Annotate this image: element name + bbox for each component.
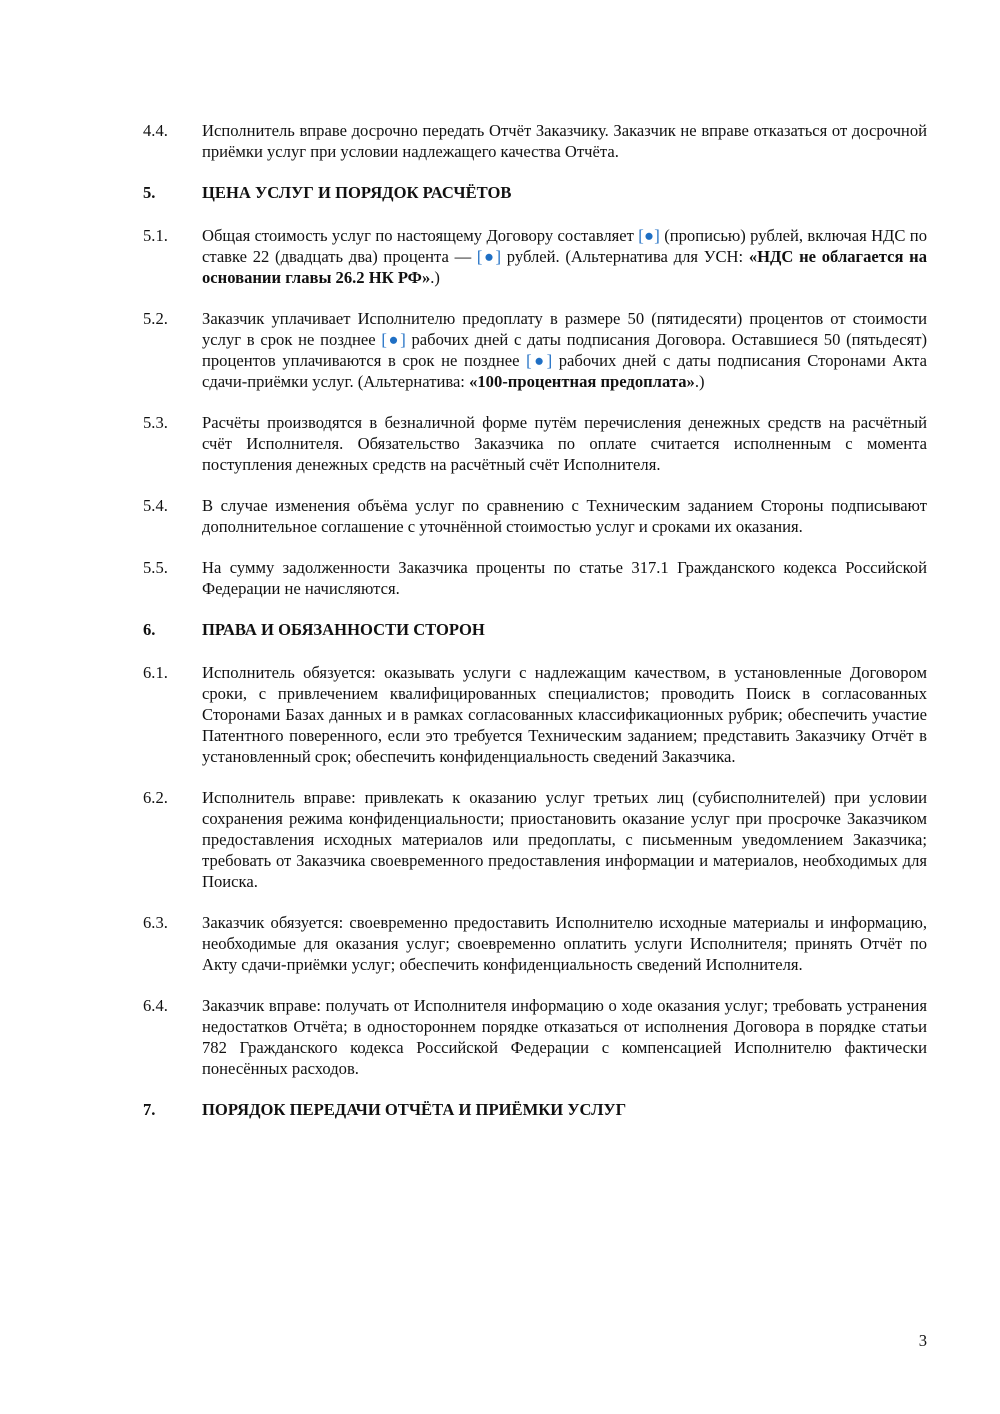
placeholder-marker: [●] — [526, 351, 553, 370]
placeholder-marker: [●] — [381, 330, 406, 349]
clause-text: В случае изменения объёма услуг по сравнению с Техническим заданием Стороны подписывают дополнительное соглашение с уточнённой стоимостью услуг и сроками их оказания. — [202, 496, 927, 536]
section-5-heading — [143, 182, 927, 203]
bold-alternative: «100-процентная предоплата» — [469, 372, 695, 391]
section-title: ПРАВА И ОБЯЗАННОСТИ СТОРОН — [202, 620, 485, 639]
clause-number: 6.4. — [143, 996, 168, 1015]
text-fragment: .) — [694, 372, 705, 391]
clause-text: Исполнитель обязуется: оказывать услуги с надлежащим качеством, в установленные Договором сроки, с привлечением квалифицированных специалистов; проводить Поиск в согласованных Сторонами Базах данных и в рамках согласованных классификационных рубрик; обеспечить участие Патентного поверенного, если это требуется Техническим заданием; представить Заказчику Отчёт в установленный срок; обеспечить конфиденциальность сведений Заказчика. — [202, 663, 927, 766]
clause-text: Исполнитель вправе: привлекать к оказанию услуг третьих лиц (субисполнителей) при условии сохранения режима конфиденциальности; приостановить оказание услуг при просрочке Заказчиком предоставления исходных материалов или предоплаты, с письменным уведомлением Заказчика; требовать от Заказчика своевременного предоставления информации и материалов, необходимых для Поиска. — [202, 788, 927, 891]
clause-number: 5.2. — [143, 309, 168, 328]
clause-number: 6.1. — [143, 663, 168, 682]
bold-alternative: «НДС не облагается на основании главы 26.2 НК РФ» — [202, 247, 928, 287]
clause-number: 5.4. — [143, 496, 168, 515]
text-fragment: (прописью) рублей, включая НДС по ставке 22 (двадцать два) процента — — [202, 226, 927, 266]
clause-5-3 — [143, 412, 927, 475]
clause-6-3 — [143, 912, 927, 975]
clause-text: Заказчик обязуется: своевременно предоставить Исполнителю исходные материалы и информацию, необходимые для оказания услуг; своевременно оплатить услуги Исполнителя; принять Отчёт по Акту сдачи-приёмки услуг; обеспечить конфиденциальность сведений Исполнителя. — [202, 913, 927, 974]
clause-text: Исполнитель вправе досрочно передать Отчёт Заказчику. Заказчик не вправе отказаться от досрочной приёмки услуг при условии надлежащего качества Отчёта. — [202, 121, 927, 161]
placeholder-marker: [●] — [638, 226, 660, 245]
clause-5-5 — [143, 557, 927, 599]
clause-5-1 — [143, 225, 927, 288]
section-7-heading — [143, 1099, 927, 1120]
clause-5-4 — [143, 495, 927, 537]
clause-number: 6.3. — [143, 913, 168, 932]
section-title: ЦЕНА УСЛУГ И ПОРЯДОК РАСЧЁТОВ — [202, 183, 512, 202]
clause-6-4 — [143, 995, 927, 1079]
text-fragment: рабочих дней с даты подписания Сторонами Акта сдачи-приёмки услуг. (Альтернатива: — [202, 351, 927, 391]
clause-number: 5.5. — [143, 558, 168, 577]
text-fragment: Общая стоимость услуг по настоящему Договору составляет — [202, 226, 639, 245]
section-title: ПОРЯДОК ПЕРЕДАЧИ ОТЧЁТА И ПРИЁМКИ УСЛУГ — [202, 1100, 627, 1119]
section-number: 6. — [143, 620, 156, 639]
section-number: 5. — [143, 183, 156, 202]
clause-number: 5.3. — [143, 413, 168, 432]
clause-text: На сумму задолженности Заказчика проценты по статье 317.1 Гражданского кодекса Российской Федерации не начисляются. — [202, 558, 927, 598]
text-fragment: рабочих дней с даты подписания Договора. Оставшиеся 50 (пятьдесят) процентов уплачиваются в срок не позднее — [202, 330, 927, 370]
clause-text — [202, 308, 927, 392]
section-number: 7. — [143, 1100, 156, 1119]
clause-number: 5.1. — [143, 226, 168, 245]
placeholder-marker: [●] — [476, 247, 502, 266]
clause-6-1 — [143, 662, 927, 767]
clause-number: 4.4. — [143, 121, 168, 140]
clause-6-2 — [143, 787, 927, 892]
clause-text — [202, 225, 927, 288]
section-6-heading — [143, 619, 927, 640]
page-number: 3 — [918, 1331, 927, 1350]
clause-number: 6.2. — [143, 788, 168, 807]
text-fragment: рублей. (Альтернатива для УСН: — [501, 247, 749, 266]
clause-5-2 — [143, 308, 927, 392]
text-fragment: Заказчик уплачивает Исполнителю предоплату в размере 50 (пятидесяти) процентов от стоимости услуг в срок не позднее — [202, 309, 927, 349]
clause-4-4 — [143, 120, 927, 162]
clause-text: Расчёты производятся в безналичной форме путём перечисления денежных средств на расчётный счёт Исполнителя. Обязательство Заказчика по оплате считается исполненным с момента поступления денежных средств на расчётный счёт Исполнителя. — [202, 413, 927, 474]
clause-text: Заказчик вправе: получать от Исполнителя информацию о ходе оказания услуг; требовать устранения недостатков Отчёта; в одностороннем порядке отказаться от исполнения Договора в порядке статьи 782 Гражданского кодекса Российской Федерации с компенсацией Исполнителю фактически понесённых расходов. — [202, 996, 927, 1078]
document-body — [143, 120, 927, 1142]
text-fragment: .) — [430, 268, 440, 287]
